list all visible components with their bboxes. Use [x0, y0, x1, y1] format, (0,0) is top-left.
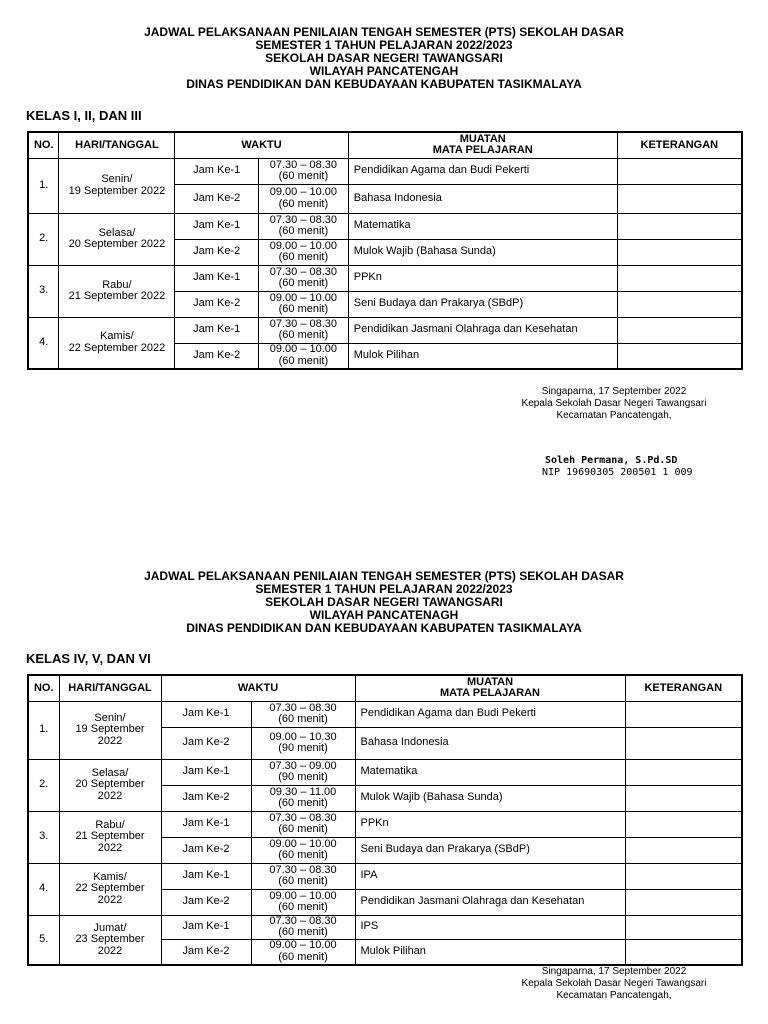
row-time: 09.00 – 10.00 (60 menit): [259, 184, 349, 213]
header-region: WILAYAH PANCATENAGH: [309, 608, 459, 622]
row-jam: Jam Ke-2: [175, 184, 259, 213]
header-notes: KETERANGAN: [625, 675, 742, 701]
row-time: 09.00 – 10.00 (60 menit): [259, 239, 349, 265]
row-jam: Jam Ke-1: [161, 863, 251, 889]
row-notes: [625, 915, 742, 939]
row-jam: Jam Ke-1: [175, 317, 259, 343]
row-subject: Pendidikan Jasmani Olahraga dan Kesehatan: [355, 889, 625, 915]
header-time: WAKTU: [175, 132, 348, 158]
row-no: 2.: [28, 759, 59, 811]
signature-title: Kepala Sekolah Dasar Negeri Tawangsari: [521, 978, 707, 989]
row-jam: Jam Ke-1: [161, 759, 251, 785]
row-jam: Jam Ke-2: [161, 939, 251, 965]
row-day: Selasa/ 20 September 2022: [59, 213, 175, 265]
row-notes: [625, 939, 742, 965]
schedule-table-1: [27, 131, 743, 370]
header-time: WAKTU: [161, 675, 355, 701]
row-time: 07.30 – 09.00 (90 menit): [251, 759, 355, 785]
row-jam: Jam Ke-2: [161, 727, 251, 759]
row-time: 09.00 – 10.30 (90 menit): [251, 727, 355, 759]
signature-name-block: [542, 455, 693, 479]
header-subject: MUATAN MATA PELAJARAN: [355, 675, 625, 701]
document-header-2: [0, 570, 768, 635]
row-notes: [617, 239, 742, 265]
row-notes: [617, 158, 742, 184]
row-no: 4.: [28, 863, 59, 915]
signature-block-1: [500, 386, 728, 422]
signature-district: Kecamatan Pancatengah,: [556, 410, 672, 421]
row-no: 2.: [28, 213, 59, 265]
row-time: 07.30 – 08.30 (60 menit): [259, 317, 349, 343]
header-subject: MUATAN MATA PELAJARAN: [348, 132, 617, 158]
header-school: SEKOLAH DASAR NEGERI TAWANGSARI: [265, 51, 503, 65]
row-day: Kamis/ 22 September 2022: [59, 317, 175, 369]
row-notes: [625, 701, 742, 727]
signature-place-date: Singaparna, 17 September 2022: [541, 966, 687, 977]
row-subject: Mulok Wajib (Bahasa Sunda): [348, 239, 617, 265]
signatory-name: Soleh Permana, S.Pd.SD: [545, 455, 678, 466]
row-subject: Seni Budaya dan Prakarya (SBdP): [355, 837, 625, 863]
row-no: 3.: [28, 265, 59, 317]
row-subject: Pendidikan Jasmani Olahraga dan Kesehatan: [348, 317, 617, 343]
row-subject: Pendidikan Agama dan Budi Pekerti: [355, 701, 625, 727]
row-time: 07.30 – 08.30 (60 menit): [251, 863, 355, 889]
row-jam: Jam Ke-1: [161, 915, 251, 939]
row-subject: IPA: [355, 863, 625, 889]
row-time: 09.00 – 10.00 (60 menit): [251, 837, 355, 863]
row-notes: [625, 759, 742, 785]
row-subject: Seni Budaya dan Prakarya (SBdP): [348, 291, 617, 317]
header-title: JADWAL PELAKSANAAN PENILAIAN TENGAH SEMESTER (PTS) SEKOLAH DASAR: [144, 25, 624, 39]
table-header-row: [28, 132, 742, 158]
header-day: HARI/TANGGAL: [59, 132, 175, 158]
row-subject: Pendidikan Agama dan Budi Pekerti: [348, 158, 617, 184]
row-subject: Mulok Wajib (Bahasa Sunda): [355, 785, 625, 811]
header-no: NO.: [28, 132, 59, 158]
row-notes: [625, 837, 742, 863]
signature-block-2: [500, 966, 728, 1002]
row-notes: [617, 317, 742, 343]
row-day: Selasa/ 20 September 2022: [59, 759, 161, 811]
header-region: WILAYAH PANCATENGAH: [309, 64, 459, 78]
row-jam: Jam Ke-1: [175, 265, 259, 291]
signatory-nip: NIP 19690305 200501 1 009: [542, 467, 693, 478]
row-subject: Bahasa Indonesia: [348, 184, 617, 213]
signature-district: Kecamatan Pancatengah,: [556, 990, 672, 1001]
row-jam: Jam Ke-2: [175, 239, 259, 265]
row-time: 09.00 – 10.00 (60 menit): [251, 889, 355, 915]
table-header-row: [28, 675, 742, 701]
row-no: 5.: [28, 915, 59, 965]
schedule-table-2: [27, 674, 743, 966]
row-time: 07.30 – 08.30 (60 menit): [251, 915, 355, 939]
row-time: 09.00 – 10.00 (60 menit): [251, 939, 355, 965]
table-row: [28, 915, 742, 939]
table-row: [28, 213, 742, 239]
row-subject: Matematika: [348, 213, 617, 239]
row-jam: Jam Ke-2: [175, 291, 259, 317]
class-heading-1: KELAS I, II, DAN III: [26, 108, 142, 123]
table-row: [28, 759, 742, 785]
row-subject: IPS: [355, 915, 625, 939]
header-school: SEKOLAH DASAR NEGERI TAWANGSARI: [265, 595, 503, 609]
document-header-1: [0, 26, 768, 91]
row-jam: Jam Ke-1: [175, 158, 259, 184]
header-office: DINAS PENDIDIKAN DAN KEBUDAYAAN KABUPATEN TASIKMALAYA: [186, 77, 582, 91]
row-subject: Mulok Pilihan: [348, 343, 617, 369]
row-notes: [625, 889, 742, 915]
row-notes: [617, 184, 742, 213]
row-notes: [625, 727, 742, 759]
row-day: Kamis/ 22 September 2022: [59, 863, 161, 915]
row-day: Rabu/ 21 September 2022: [59, 811, 161, 863]
row-subject: Matematika: [355, 759, 625, 785]
row-time: 07.30 – 08.30 (60 menit): [251, 701, 355, 727]
row-jam: Jam Ke-2: [161, 889, 251, 915]
row-jam: Jam Ke-2: [175, 343, 259, 369]
header-no: NO.: [28, 675, 59, 701]
row-subject: PPKn: [348, 265, 617, 291]
row-day: Jumat/ 23 September 2022: [59, 915, 161, 965]
row-no: 1.: [28, 158, 59, 213]
row-time: 07.30 – 08.30 (60 menit): [259, 265, 349, 291]
row-time: 09.00 – 10.00 (60 menit): [259, 343, 349, 369]
row-notes: [625, 785, 742, 811]
header-semester: SEMESTER 1 TAHUN PELAJARAN 2022/2023: [255, 582, 513, 596]
row-time: 07.30 – 08.30 (60 menit): [259, 213, 349, 239]
table-row: [28, 701, 742, 727]
row-jam: Jam Ke-2: [161, 837, 251, 863]
row-notes: [617, 213, 742, 239]
table-row: [28, 811, 742, 837]
row-day: Senin/ 19 September 2022: [59, 158, 175, 213]
signature-title: Kepala Sekolah Dasar Negeri Tawangsari: [521, 398, 707, 409]
row-notes: [617, 265, 742, 291]
header-office: DINAS PENDIDIKAN DAN KEBUDAYAAN KABUPATEN TASIKMALAYA: [186, 621, 582, 635]
row-time: 09.00 – 10.00 (60 menit): [259, 291, 349, 317]
row-subject: Bahasa Indonesia: [355, 727, 625, 759]
row-notes: [617, 291, 742, 317]
row-no: 1.: [28, 701, 59, 759]
row-jam: Jam Ke-1: [161, 701, 251, 727]
row-notes: [617, 343, 742, 369]
row-jam: Jam Ke-2: [161, 785, 251, 811]
header-notes: KETERANGAN: [617, 132, 742, 158]
row-jam: Jam Ke-1: [175, 213, 259, 239]
table-row: [28, 158, 742, 184]
row-day: Rabu/ 21 September 2022: [59, 265, 175, 317]
header-day: HARI/TANGGAL: [59, 675, 161, 701]
table-row: [28, 317, 742, 343]
row-notes: [625, 863, 742, 889]
row-no: 4.: [28, 317, 59, 369]
table-row: [28, 863, 742, 889]
row-time: 09.30 – 11.00 (60 menit): [251, 785, 355, 811]
class-heading-2: KELAS IV, V, DAN VI: [26, 651, 151, 666]
row-subject: PPKn: [355, 811, 625, 837]
row-time: 07.30 – 08.30 (60 menit): [259, 158, 349, 184]
row-time: 07.30 – 08.30 (60 menit): [251, 811, 355, 837]
row-notes: [625, 811, 742, 837]
signature-place-date: Singaparna, 17 September 2022: [541, 386, 687, 397]
header-semester: SEMESTER 1 TAHUN PELAJARAN 2022/2023: [255, 38, 513, 52]
table-row: [28, 265, 742, 291]
row-no: 3.: [28, 811, 59, 863]
header-title: JADWAL PELAKSANAAN PENILAIAN TENGAH SEMESTER (PTS) SEKOLAH DASAR: [144, 569, 624, 583]
row-jam: Jam Ke-1: [161, 811, 251, 837]
row-subject: Mulok Pilihan: [355, 939, 625, 965]
row-day: Senin/ 19 September 2022: [59, 701, 161, 759]
